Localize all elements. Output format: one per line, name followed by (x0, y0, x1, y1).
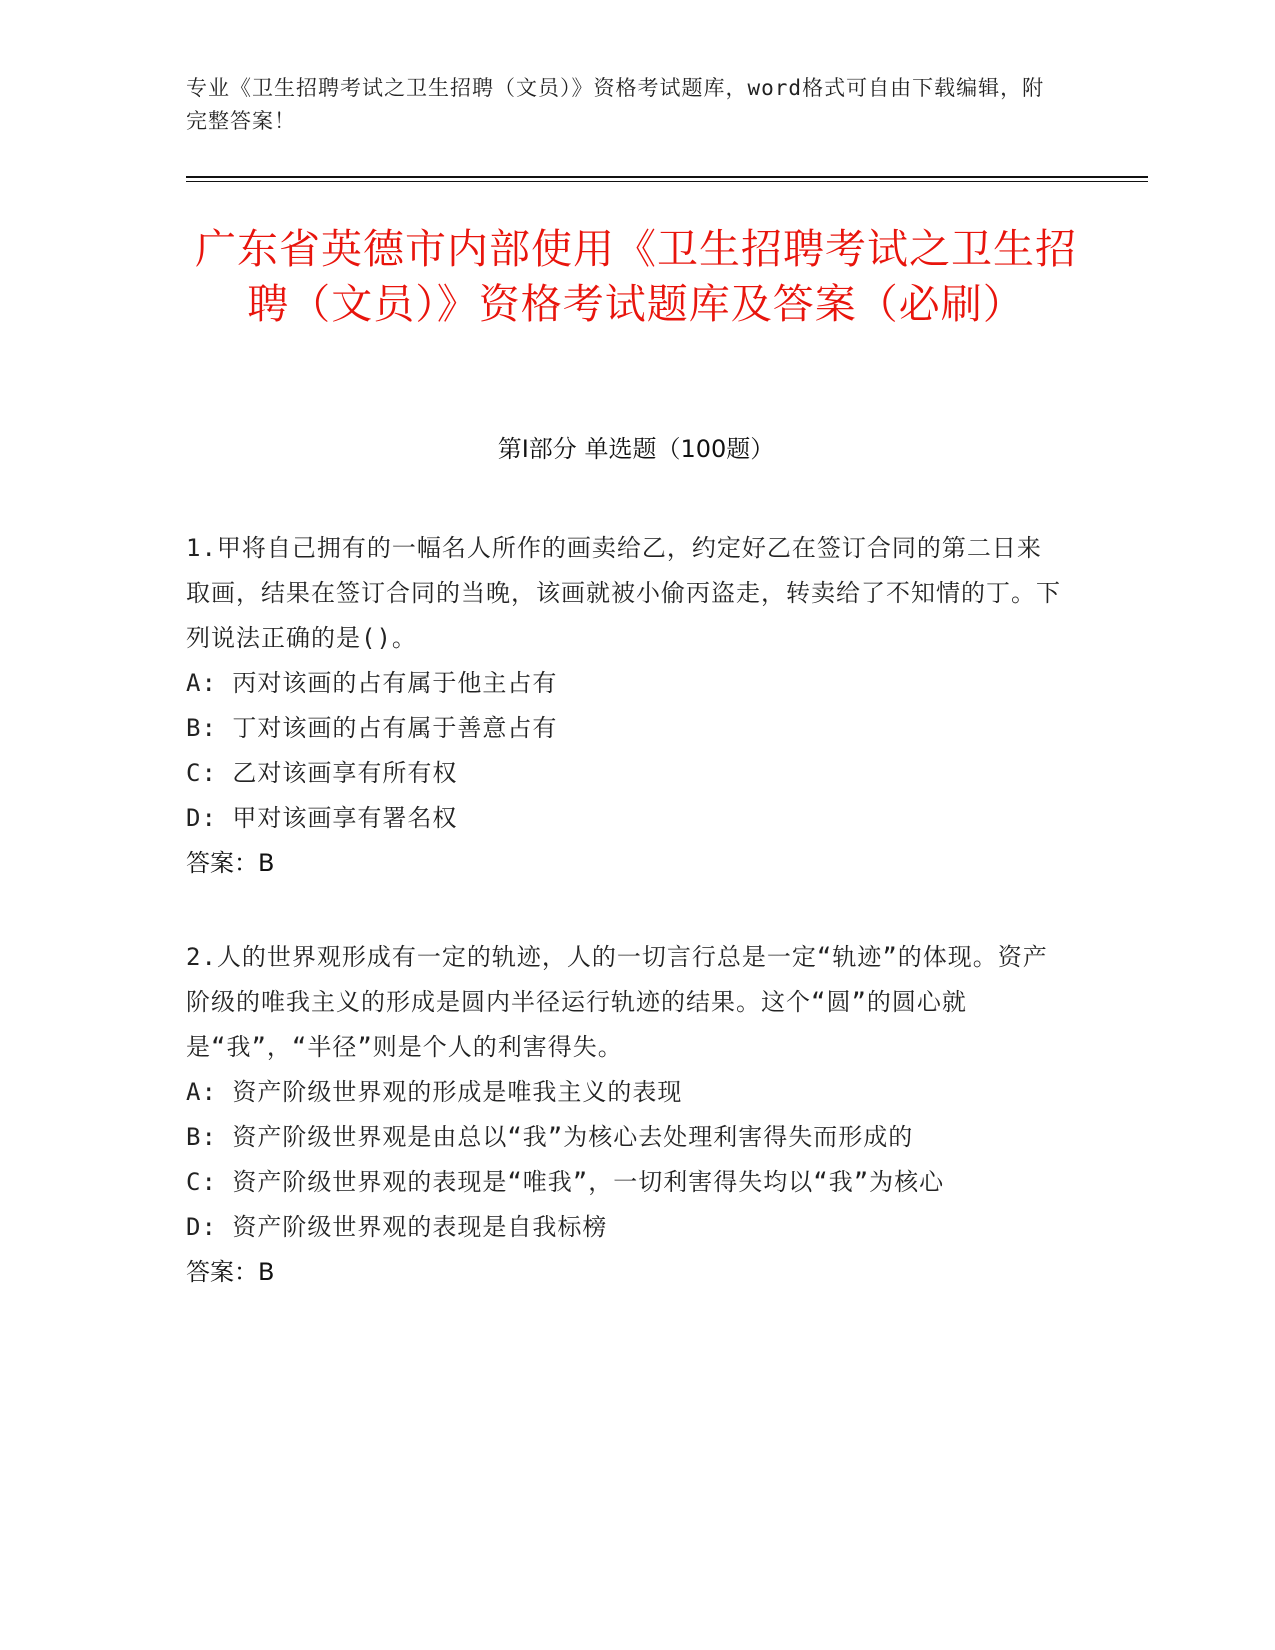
answer: 答案：B (186, 849, 275, 877)
question-1 (186, 526, 1066, 886)
header-divider-thick (186, 176, 1148, 178)
option-c: C: 乙对该画享有所有权 (186, 759, 458, 787)
header-divider-thin (186, 181, 1148, 182)
option-a: A: 资产阶级世界观的形成是唯我主义的表现 (186, 1078, 683, 1106)
option-d: D: 资产阶级世界观的表现是自我标榜 (186, 1213, 608, 1241)
header-note: 专业《卫生招聘考试之卫生招聘（文员）》资格考试题库，word格式可自由下载编辑，附完整答案！ (186, 76, 1045, 133)
document-title: 广东省英德市内部使用《卫生招聘考试之卫生招聘（文员）》资格考试题库及答案（必刷） (195, 225, 1077, 328)
question-stem: 1.甲将自己拥有的一幅名人所作的画卖给乙，约定好乙在签订合同的第二日来取画，结果在签订合同的当晚，该画就被小偷丙盗走，转卖给了不知情的丁。下列说法正确的是()。 (186, 534, 1061, 652)
question-2 (186, 935, 1066, 1295)
answer: 答案：B (186, 1258, 275, 1286)
question-stem: 2.人的世界观形成有一定的轨迹，人的一切言行总是一定“轨迹”的体现。资产阶级的唯我主义的形成是圆内半径运行轨迹的结果。这个“圆”的圆心就是“我”，“半径”则是个人的利害得失。 (186, 943, 1048, 1061)
option-c: C: 资产阶级世界观的表现是“唯我”，一切利害得失均以“我”为核心 (186, 1168, 945, 1196)
section-heading: 第Ⅰ部分 单选题（100题） (497, 435, 775, 463)
option-b: B: 资产阶级世界观是由总以“我”为核心去处理利害得失而形成的 (186, 1123, 914, 1151)
option-a: A: 丙对该画的占有属于他主占有 (186, 669, 558, 697)
option-b: B: 丁对该画的占有属于善意占有 (186, 714, 558, 742)
option-d: D: 甲对该画享有署名权 (186, 804, 458, 832)
